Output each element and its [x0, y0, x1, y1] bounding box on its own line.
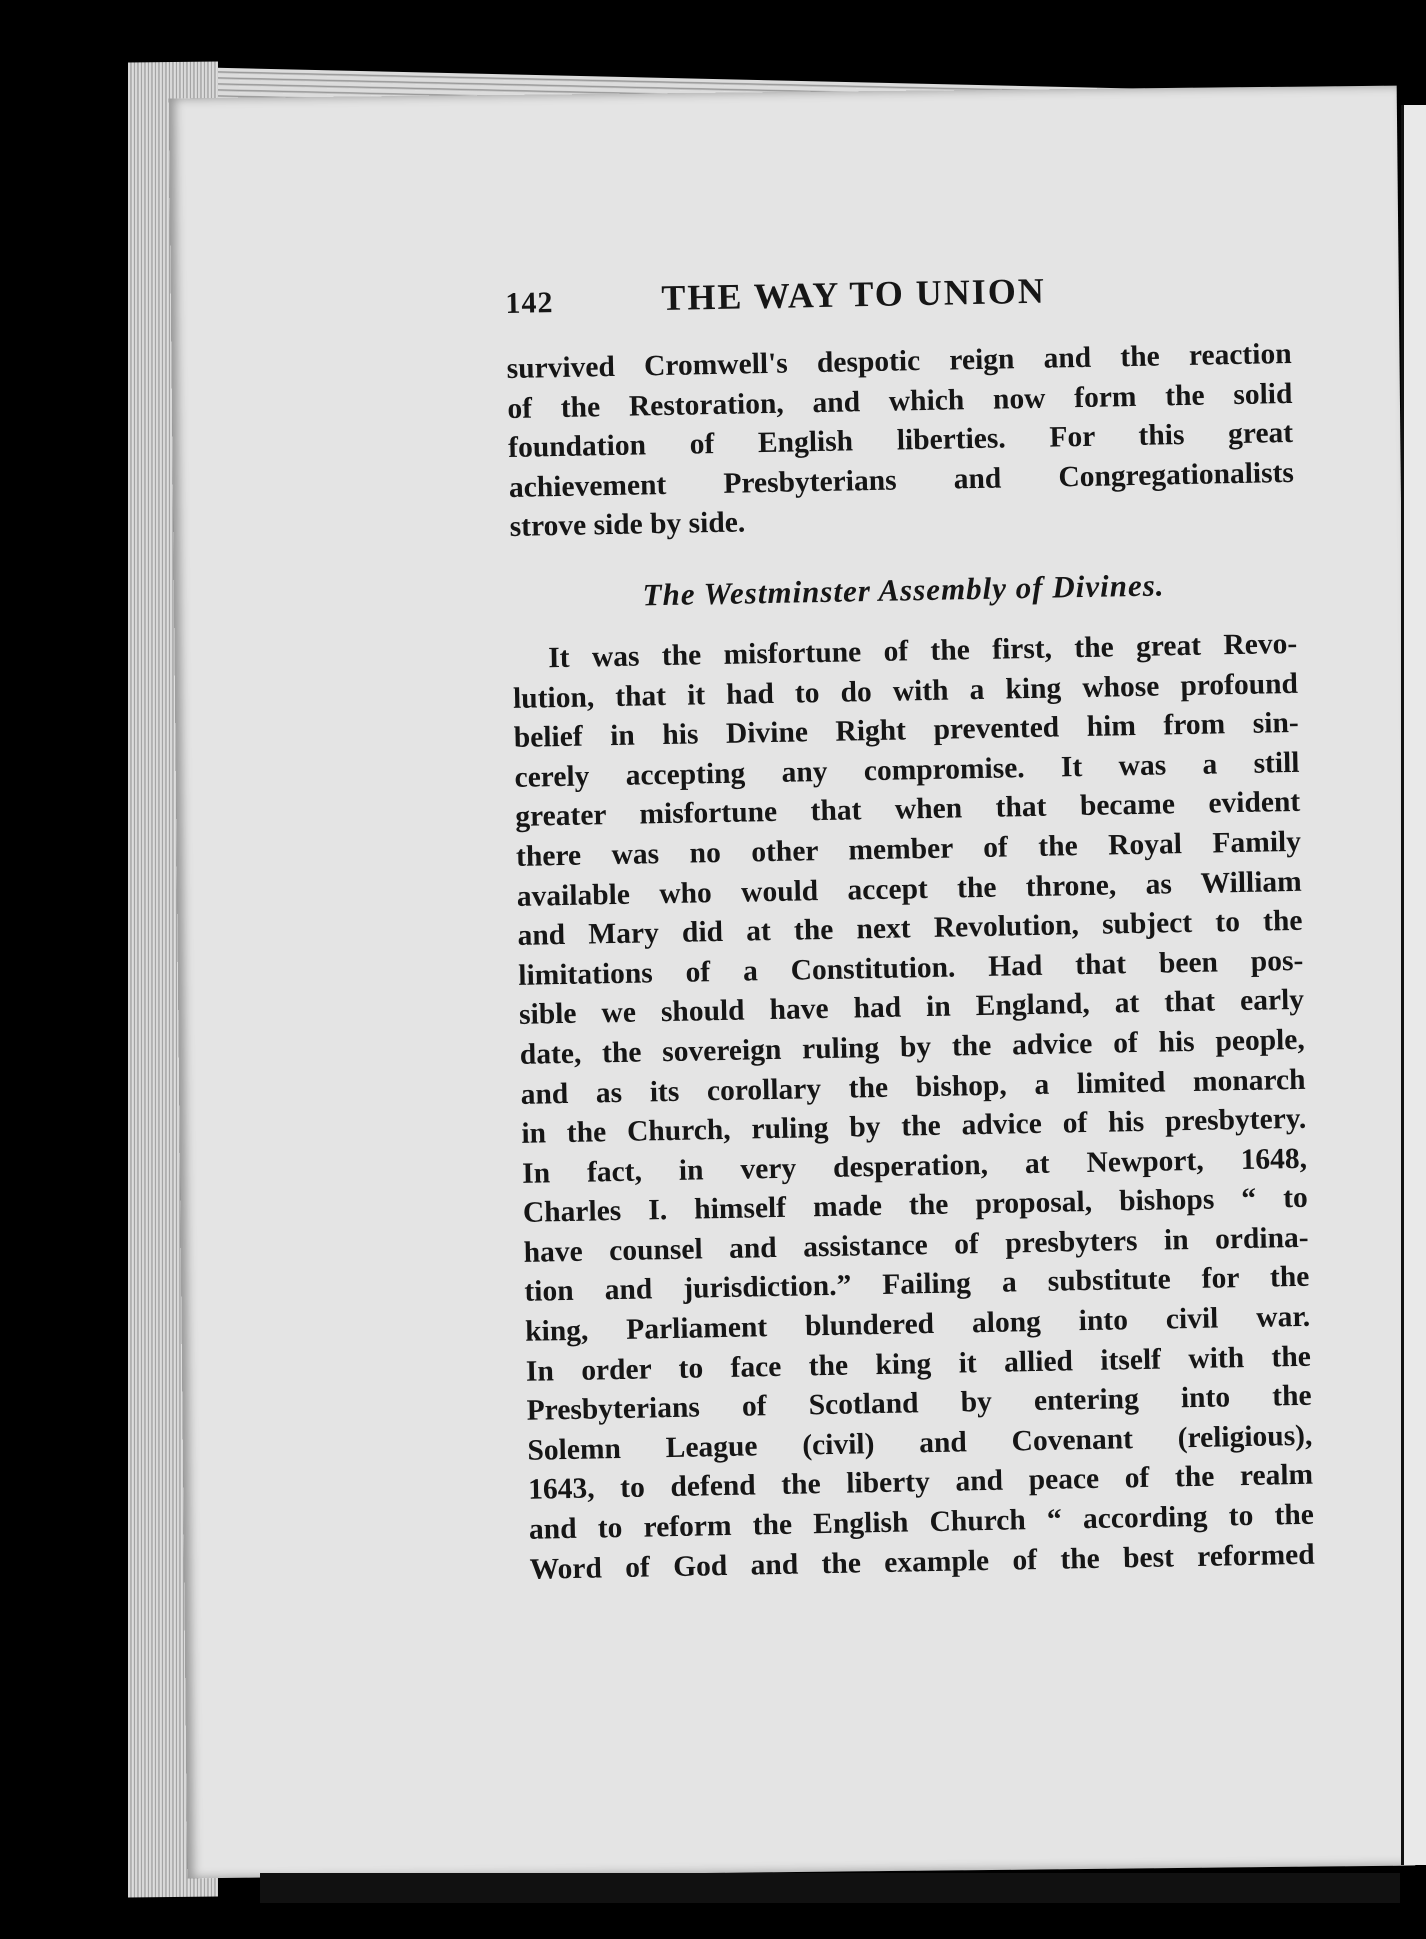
paragraph-2-line: and to reform the English Church “ according to the	[528, 1498, 1315, 1546]
page-text	[505, 265, 1315, 1590]
paragraph-1-line: foundation of English liberties. For this great	[507, 417, 1294, 465]
paragraph-2-line: greater misfortune that when that became evident	[515, 786, 1301, 834]
paragraph-1-line: of the Restoration, and which now form the solid	[507, 377, 1293, 425]
paragraph-2-line: 1643, to defend the liberty and peace of the realm	[527, 1459, 1314, 1507]
running-title: THE WAY TO UNION	[660, 270, 1047, 318]
paragraph-2-line: lution, that it had to do with a king whose profound	[512, 667, 1299, 715]
paragraph-1-line: survived Cromwell's despotic reign and the reaction	[506, 337, 1292, 385]
section-heading: The Westminster Assembly of Divines.	[642, 567, 1165, 613]
paragraph-1	[506, 335, 1295, 548]
paragraph-2-line: and Mary did at the next Revolution, subject to the	[517, 904, 1303, 953]
paragraph-2-line: belief in his Divine Right prevented him from sin-	[513, 707, 1299, 755]
paragraph-1-line: achievement Presbyterians and Congregationalists	[508, 456, 1295, 504]
paragraph-2-line: Word of God and the example of the best reformed	[529, 1538, 1315, 1586]
paragraph-2-line: and as its corollary the bishop, a limited monarch	[520, 1063, 1306, 1111]
paragraph-2-line: In order to face the king it allied itself with the	[525, 1340, 1312, 1388]
paragraph-2-line: sible we should have had in England, at that early	[518, 984, 1305, 1032]
paragraph-2-line: there was no other member of the Royal Family	[515, 825, 1302, 873]
paragraph-2-line: Solemn League (civil) and Covenant (religious),	[527, 1419, 1313, 1467]
page-number: 142	[505, 286, 554, 320]
paragraph-2-line: Charles I. himself made the proposal, bishops “ to	[522, 1182, 1309, 1230]
bottom-shadow	[260, 1873, 1400, 1903]
paragraph-2-line: date, the sovereign ruling by the advice of his people,	[519, 1023, 1306, 1071]
paragraph-2-line: Presbyterians of Scotland by entering into the	[526, 1379, 1312, 1428]
paragraph-2-line: In fact, in very desperation, at Newport, 1648,	[521, 1142, 1308, 1190]
paragraph-2-line: limitations of a Constitution. Had that been pos-	[518, 944, 1304, 992]
facing-page-edge	[1401, 105, 1426, 1865]
paragraph-2	[512, 625, 1315, 1590]
paragraph-2-line: available who would accept the throne, as William	[516, 865, 1302, 913]
paragraph-2-line: It was the misfortune of the first, the great Revo-	[547, 627, 1298, 675]
paragraph-2-line: cerely accepting any compromise. It was a still	[514, 746, 1300, 794]
paragraph-2-line: in the Church, ruling by the advice of his presbytery.	[521, 1102, 1307, 1150]
paragraph-1-line: strove side by side.	[509, 506, 746, 544]
paragraph-2-line: tion and jurisdiction.” Failing a substitute for the	[524, 1261, 1310, 1309]
paragraph-2-line: king, Parliament blundered along into civil war.	[524, 1300, 1311, 1348]
paragraph-2-line: have counsel and assistance of presbyters in ordina-	[523, 1221, 1309, 1269]
